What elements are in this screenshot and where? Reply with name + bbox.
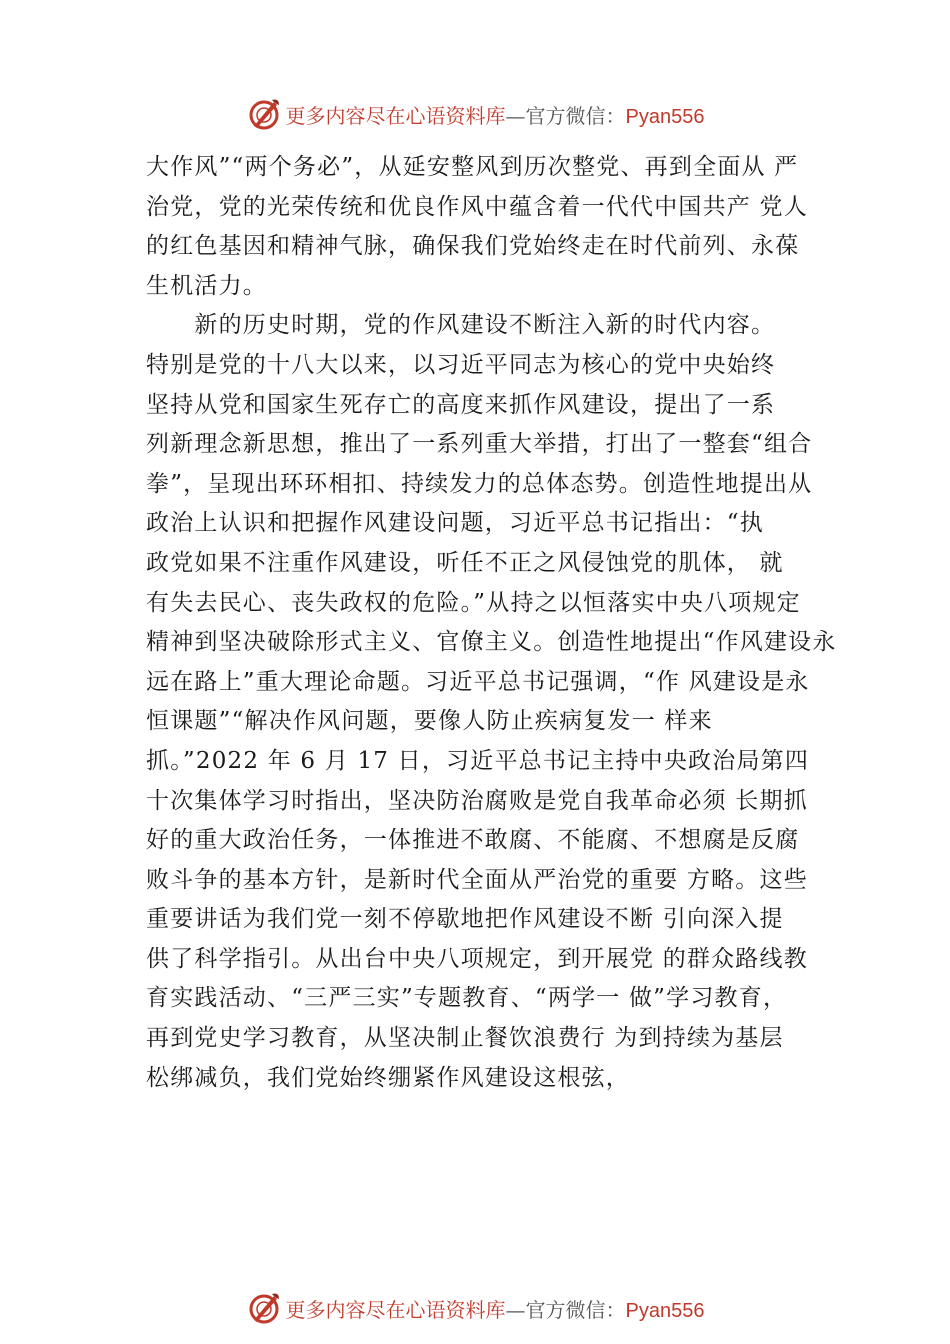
text-line: 列新理念新思想，推出了一系列重大举措，打出了一整套“组合 [146,431,813,458]
text-line: 拳”，呈现出环环相扣、持续发力的总体态势。创造性地提出从 [146,470,813,497]
banner-separator: — [505,103,526,128]
text-line: 败斗争的基本方针，是新时代全面从严治党的重要 方略。这些 [146,866,808,893]
text-line: 大作风”“两个务必”，从延安整风到历次整党、再到全面从 严 [146,154,799,180]
site-name: 更多内容尽在心语资料库 [285,1297,506,1322]
site-name: 更多内容尽在心语资料库 [285,103,506,128]
text-line: 好的重大政治任务，一体推进不敢腐、不能腐、不想腐是反腐 [146,827,800,854]
quill-seal-icon [246,96,282,132]
text-line: 供了科学指引。从出台中央八项规定，到开展党 的群众路线教 [146,945,808,972]
text-line: 精神到坚决破除形式主义、官僚主义。创造性地提出“作风建设永 [146,629,837,656]
text-line: 生机活力。 [146,272,267,299]
text-line: 的红色基因和精神气脉，确保我们党始终走在时代前列、永葆 [146,233,800,260]
banner-separator: — [505,1297,526,1322]
banner-text [286,1294,705,1323]
text-line: 远在路上”重大理论命题。习近平总书记强调，“作 风建设是永 [146,668,810,695]
text-line: 政党如果不注重作风建设，听任不正之风侵蚀党的肌体， 就 [146,549,784,576]
official-label: 官方微信： [525,103,626,128]
text-line: 再到党史学习教育，从坚决制止餐饮浪费行 为到持续为基层 [146,1025,784,1052]
text-line: 重要讲话为我们党一刻不停歇地把作风建设不断 引向深入提 [146,906,784,933]
text-line: 治党，党的光荣传统和优良作风中蕴含着一代代中国共产 党人 [146,193,808,220]
text-line: 松绑减负，我们党始终绷紧作风建设这根弦， [146,1064,630,1091]
text-line: 十次集体学习时指出，坚决防治腐败是党自我革命必须 长期抓 [146,787,808,814]
text-line: 政治上认识和把握作风建设问题，习近平总书记指出：“执 [146,510,764,537]
text-line: 新的历史时期，党的作风建设不断注入新的时代内容。 [146,312,776,339]
official-label: 官方微信： [525,1297,626,1322]
text-line: 育实践活动、“三严三实”专题教育、“两学一 做”学习教育， [146,985,788,1012]
quill-seal-icon [246,1290,282,1326]
wechat-handle: Pyan556 [625,105,705,128]
wechat-handle: Pyan556 [625,1299,705,1322]
document-body [146,148,836,1098]
banner-text [286,100,705,129]
text-line: 坚持从党和国家生死存亡的高度来抓作风建设，提出了一系 [146,391,776,418]
text-line: 抓。”2022 年 6 月 17 日，习近平总书记主持中央政治局第四 [146,747,810,774]
text-line: 有失去民心、丧失政权的危险。”从持之以恒落实中央八项规定 [146,589,801,616]
text-line: 特别是党的十八大以来，以习近平同志为核心的党中央始终 [146,351,776,378]
text-line: 恒课题”“解决作风问题，要像人防止疾病复发一 样来 [146,708,713,735]
footer-banner [0,1288,950,1328]
header-banner [0,94,950,134]
